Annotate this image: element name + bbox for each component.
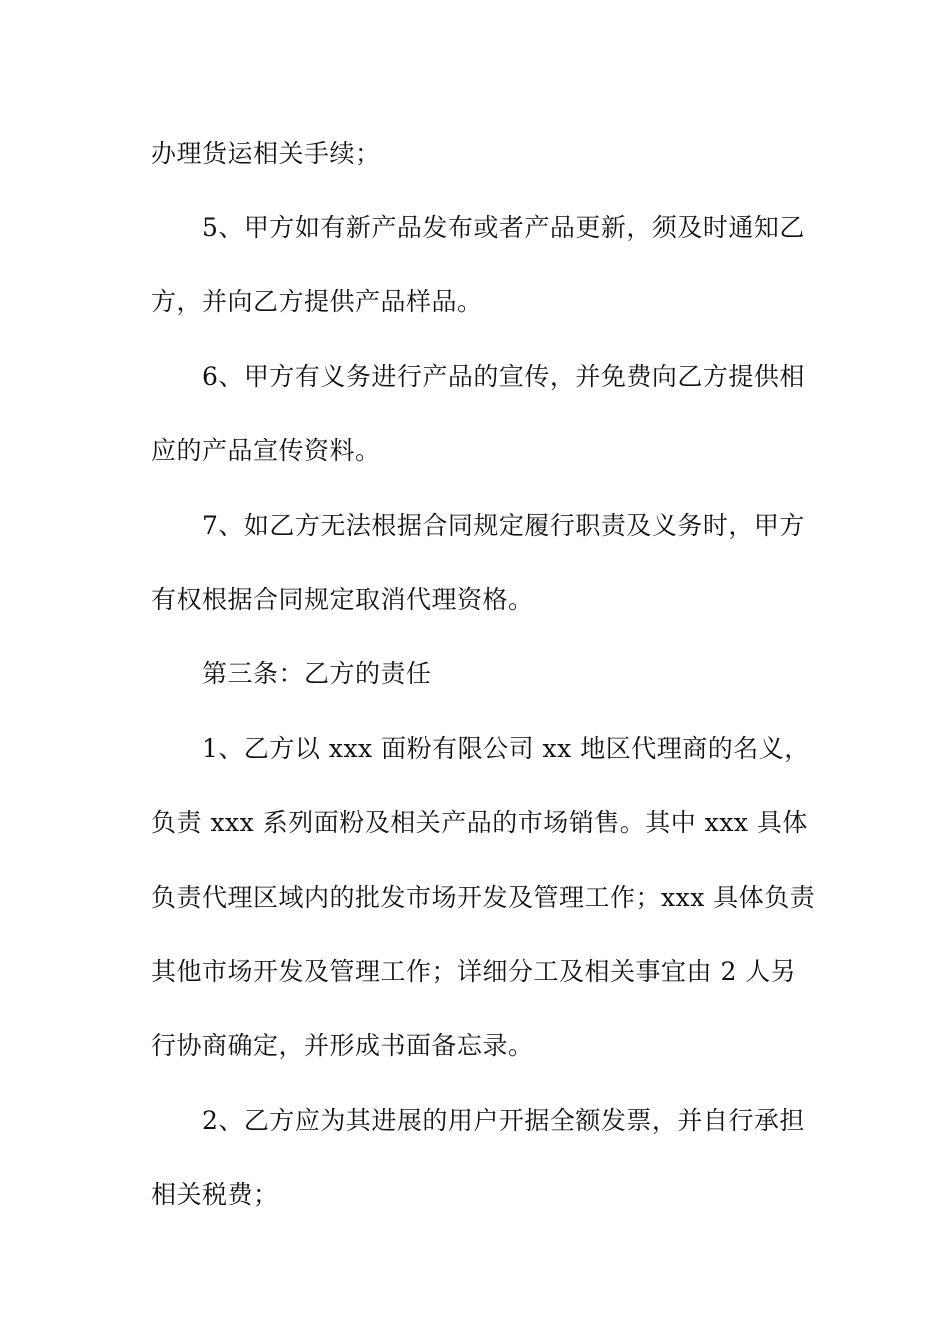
- text-line: 办理货运相关手续；: [151, 139, 381, 168]
- text-line: 其他市场开发及管理工作；详细分工及相关事宜由 2 人另: [151, 957, 797, 986]
- text-line: 负责代理区域内的批发市场开发及管理工作；xxx 具体负责: [151, 883, 816, 912]
- text-line: 7、如乙方无法根据合同规定履行职责及义务时，甲方: [202, 511, 805, 540]
- text-line: 6、甲方有义务进行产品的宣传，并免费向乙方提供相: [202, 362, 805, 391]
- text-line: 有权根据合同规定取消代理资格。: [151, 585, 534, 614]
- section-heading: 第三条：乙方的责任: [202, 659, 432, 688]
- text-line: 1、乙方以 xxx 面粉有限公司 xx 地区代理商的名义，: [202, 734, 810, 763]
- text-line: 2、乙方应为其进展的用户开据全额发票，并自行承担: [202, 1106, 805, 1135]
- text-line: 5、甲方如有新产品发布或者产品更新，须及时通知乙: [202, 213, 805, 242]
- text-line: 负责 xxx 系列面粉及相关产品的市场销售。其中 xxx 具体: [151, 808, 808, 837]
- text-line: 方，并向乙方提供产品样品。: [151, 287, 483, 316]
- text-line: 应的产品宣传资料。: [151, 436, 381, 465]
- text-line: 相关税费；: [151, 1180, 279, 1209]
- text-line: 行协商确定，并形成书面备忘录。: [151, 1031, 534, 1060]
